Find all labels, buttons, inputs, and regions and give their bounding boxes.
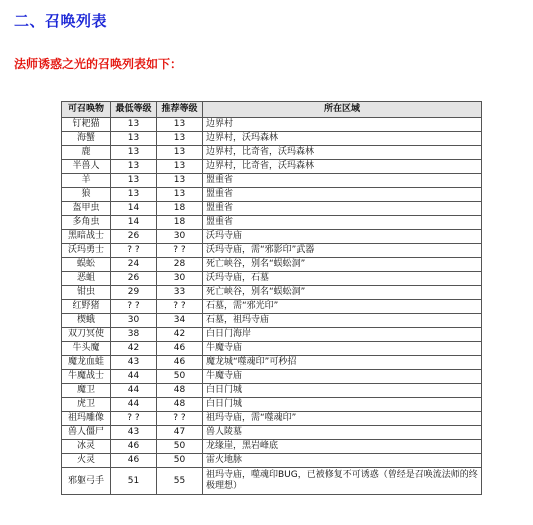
summon-name: 钳虫 xyxy=(62,286,111,300)
section-heading: 二、召唤列表 xyxy=(14,12,108,30)
min-level: 51 xyxy=(111,468,157,495)
summon-name: 牛魔战士 xyxy=(62,370,111,384)
table-row xyxy=(62,174,482,188)
rec-level: 46 xyxy=(157,356,203,370)
min-level: 42 xyxy=(111,342,157,356)
min-level: 13 xyxy=(111,146,157,160)
table-row xyxy=(62,272,482,286)
area: 雷火地脉 xyxy=(203,454,482,468)
table-row xyxy=(62,398,482,412)
summon-name: 羊 xyxy=(62,174,111,188)
area: 死亡峡谷，别名“蜈蚣洞” xyxy=(203,286,482,300)
min-level: 13 xyxy=(111,160,157,174)
table-row xyxy=(62,468,482,495)
min-level: 30 xyxy=(111,314,157,328)
rec-level: 46 xyxy=(157,342,203,356)
rec-level: 18 xyxy=(157,202,203,216)
summon-name: 鹿 xyxy=(62,146,111,160)
table-row xyxy=(62,384,482,398)
min-level: 44 xyxy=(111,398,157,412)
summon-name: 钉耙猫 xyxy=(62,118,111,132)
rec-level: 28 xyxy=(157,258,203,272)
rec-level: 50 xyxy=(157,370,203,384)
rec-level: 34 xyxy=(157,314,203,328)
table-row xyxy=(62,202,482,216)
summon-name: 魔卫 xyxy=(62,384,111,398)
min-level: 13 xyxy=(111,118,157,132)
rec-level: 42 xyxy=(157,328,203,342)
rec-level: 50 xyxy=(157,440,203,454)
min-level: 14 xyxy=(111,202,157,216)
table-row xyxy=(62,342,482,356)
min-level: 44 xyxy=(111,384,157,398)
area: 石墓，祖玛寺庙 xyxy=(203,314,482,328)
table-row xyxy=(62,132,482,146)
summon-name: 牛头魔 xyxy=(62,342,111,356)
rec-level: 30 xyxy=(157,230,203,244)
rec-level: 48 xyxy=(157,398,203,412)
table-row xyxy=(62,440,482,454)
area: 石墓，需“邪光印” xyxy=(203,300,482,314)
summon-table xyxy=(61,101,482,495)
col-header-min-level: 最低等级 xyxy=(111,102,157,118)
area: 沃玛寺庙 xyxy=(203,230,482,244)
summon-name: 虎卫 xyxy=(62,398,111,412)
rec-level: 13 xyxy=(157,132,203,146)
table-row xyxy=(62,244,482,258)
area: 盟重省 xyxy=(203,216,482,230)
min-level: 13 xyxy=(111,188,157,202)
min-level: 26 xyxy=(111,230,157,244)
area: 白日门城 xyxy=(203,398,482,412)
table-row xyxy=(62,146,482,160)
table-header-row xyxy=(62,102,482,118)
rec-level: 48 xyxy=(157,384,203,398)
summon-name: 双刀冥使 xyxy=(62,328,111,342)
min-level: 46 xyxy=(111,440,157,454)
area: 龙缘崖，黑岩峰底 xyxy=(203,440,482,454)
table-row xyxy=(62,328,482,342)
min-level: ? ? xyxy=(111,412,157,426)
rec-level: ? ? xyxy=(157,412,203,426)
area: 白日门城 xyxy=(203,384,482,398)
min-level: 43 xyxy=(111,356,157,370)
rec-level: 18 xyxy=(157,216,203,230)
rec-level: ? ? xyxy=(157,244,203,258)
table-row xyxy=(62,356,482,370)
min-level: ? ? xyxy=(111,300,157,314)
rec-level: 33 xyxy=(157,286,203,300)
col-header-rec-level: 推荐等级 xyxy=(157,102,203,118)
rec-level: 47 xyxy=(157,426,203,440)
min-level: 13 xyxy=(111,132,157,146)
area: 盟重省 xyxy=(203,188,482,202)
table-row xyxy=(62,314,482,328)
summon-name: 盔甲虫 xyxy=(62,202,111,216)
table-row xyxy=(62,160,482,174)
rec-level: 55 xyxy=(157,468,203,495)
rec-level: 30 xyxy=(157,272,203,286)
area: 边界村，比奇省，沃玛森林 xyxy=(203,146,482,160)
summon-name: 蜈蚣 xyxy=(62,258,111,272)
col-header-area: 所在区域 xyxy=(203,102,482,118)
min-level: 44 xyxy=(111,370,157,384)
area: 沃玛寺庙，石墓 xyxy=(203,272,482,286)
area: 牛魔寺庙 xyxy=(203,342,482,356)
summon-name: 半兽人 xyxy=(62,160,111,174)
area: 死亡峡谷，别名“蜈蚣洞” xyxy=(203,258,482,272)
summon-name: 楔蛾 xyxy=(62,314,111,328)
min-level: 46 xyxy=(111,454,157,468)
summon-name: 黑暗战士 xyxy=(62,230,111,244)
summon-name: 冰灵 xyxy=(62,440,111,454)
table-row xyxy=(62,216,482,230)
area: 边界村，沃玛森林 xyxy=(203,132,482,146)
summon-name: 沃玛勇士 xyxy=(62,244,111,258)
table-row xyxy=(62,370,482,384)
rec-level: 13 xyxy=(157,118,203,132)
table-row xyxy=(62,188,482,202)
summon-name: 魔龙血蛙 xyxy=(62,356,111,370)
table-row xyxy=(62,300,482,314)
min-level: ? ? xyxy=(111,244,157,258)
min-level: 43 xyxy=(111,426,157,440)
table-row xyxy=(62,412,482,426)
area: 边界村，比奇省，沃玛森林 xyxy=(203,160,482,174)
area: 祖玛寺庙，噬魂印BUG，已被修复不可诱惑（曾经是召唤流法师的终极理想） xyxy=(203,468,482,495)
table-row xyxy=(62,230,482,244)
summon-name: 多角虫 xyxy=(62,216,111,230)
min-level: 24 xyxy=(111,258,157,272)
area: 边界村 xyxy=(203,118,482,132)
area: 祖玛寺庙，需“噬魂印” xyxy=(203,412,482,426)
table-row xyxy=(62,118,482,132)
table-row xyxy=(62,426,482,440)
table-row xyxy=(62,286,482,300)
rec-level: 13 xyxy=(157,146,203,160)
rec-level: 50 xyxy=(157,454,203,468)
min-level: 29 xyxy=(111,286,157,300)
summon-name: 火灵 xyxy=(62,454,111,468)
area: 盟重省 xyxy=(203,202,482,216)
summon-name: 邪躯弓手 xyxy=(62,468,111,495)
rec-level: ? ? xyxy=(157,300,203,314)
summon-name: 祖玛雕像 xyxy=(62,412,111,426)
area: 魔龙城“噬魂印”可秒招 xyxy=(203,356,482,370)
summon-name: 海蟹 xyxy=(62,132,111,146)
min-level: 38 xyxy=(111,328,157,342)
rec-level: 13 xyxy=(157,188,203,202)
min-level: 13 xyxy=(111,174,157,188)
area: 盟重省 xyxy=(203,174,482,188)
summon-name: 兽人僵尸 xyxy=(62,426,111,440)
summon-name: 狼 xyxy=(62,188,111,202)
intro-text: 法师诱惑之光的召唤列表如下： xyxy=(14,57,183,71)
rec-level: 13 xyxy=(157,160,203,174)
area: 兽人陵墓 xyxy=(203,426,482,440)
table-row xyxy=(62,454,482,468)
area: 白日门海岸 xyxy=(203,328,482,342)
area: 沃玛寺庙，需“邪影印”武器 xyxy=(203,244,482,258)
rec-level: 13 xyxy=(157,174,203,188)
summon-name: 恶蛆 xyxy=(62,272,111,286)
min-level: 26 xyxy=(111,272,157,286)
min-level: 14 xyxy=(111,216,157,230)
area: 牛魔寺庙 xyxy=(203,370,482,384)
col-header-summon: 可召唤物 xyxy=(62,102,111,118)
summon-name: 红野猪 xyxy=(62,300,111,314)
table-row xyxy=(62,258,482,272)
